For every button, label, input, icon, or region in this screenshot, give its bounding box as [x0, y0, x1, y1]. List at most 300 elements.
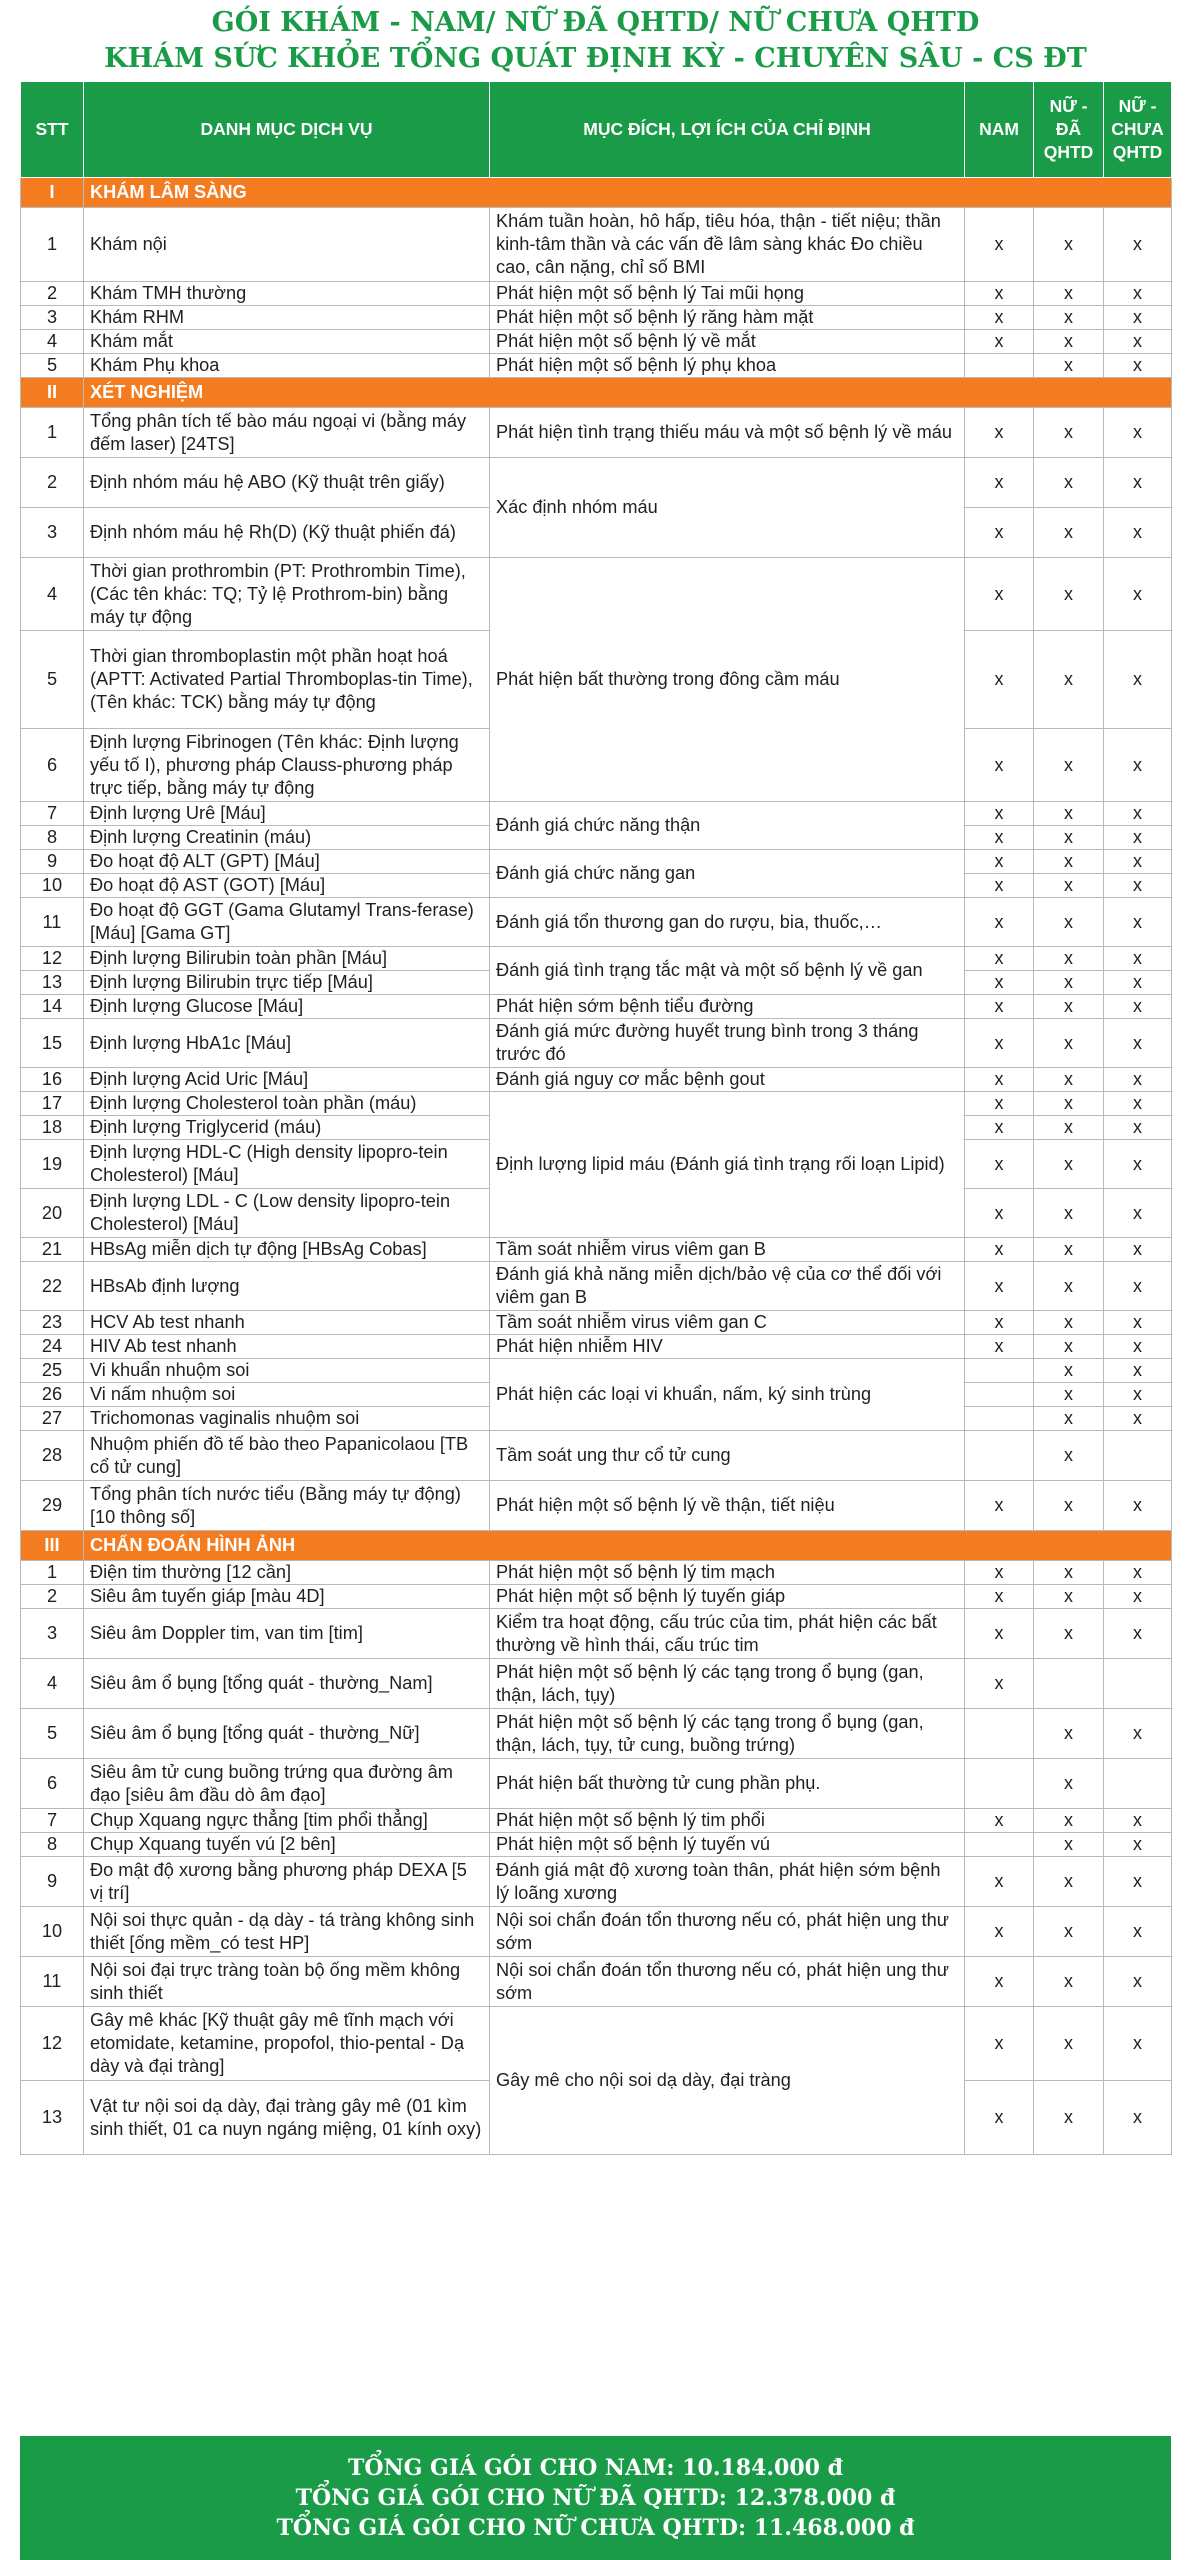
row-mark-male: x — [965, 1019, 1034, 1068]
row-purpose: Gây mê cho nội soi dạ dày, đại tràng — [490, 2007, 965, 2155]
row-mark-male — [965, 1833, 1034, 1857]
row-mark-male — [965, 1759, 1034, 1809]
row-service-name: Trichomonas vaginalis nhuộm soi — [84, 1407, 490, 1431]
row-mark-female-married — [1034, 1659, 1104, 1709]
row-service-name: HBsAb định lượng — [84, 1262, 490, 1311]
row-service-name: Siêu âm Doppler tim, van tim [tim] — [84, 1609, 490, 1659]
row-stt: 1 — [21, 208, 84, 282]
row-mark-female-single: x — [1104, 1407, 1172, 1431]
section-header-row — [21, 1531, 1172, 1561]
row-mark-female-single: x — [1104, 802, 1172, 826]
section-header-row — [21, 178, 1172, 208]
row-stt: 10 — [21, 1907, 84, 1957]
row-service-name: Gây mê khác [Kỹ thuật gây mê tĩnh mạch với etomidate, ketamine, propofol, thio-pental - Dạ dày và đại tràng] — [84, 2007, 490, 2081]
row-service-name: Định lượng Cholesterol toàn phần (máu) — [84, 1092, 490, 1116]
row-mark-female-single: x — [1104, 306, 1172, 330]
row-mark-female-married: x — [1034, 408, 1104, 458]
row-mark-female-married: x — [1034, 1907, 1104, 1957]
row-mark-female-married: x — [1034, 1140, 1104, 1189]
section-title: XÉT NGHIỆM — [84, 378, 1172, 408]
row-mark-male — [965, 1359, 1034, 1383]
row-stt: 21 — [21, 1238, 84, 1262]
title-line-2: KHÁM SỨC KHỎE TỔNG QUÁT ĐỊNH KỲ - CHUYÊN SÂU - CS ĐT — [104, 43, 1087, 74]
row-purpose: Phát hiện tình trạng thiếu máu và một số bệnh lý về máu — [490, 408, 965, 458]
row-stt: 2 — [21, 458, 84, 508]
row-mark-male: x — [965, 1092, 1034, 1116]
row-mark-female-married: x — [1034, 208, 1104, 282]
table-row — [21, 898, 1172, 947]
row-purpose: Đánh giá mật độ xương toàn thân, phát hiện sớm bệnh lý loãng xương — [490, 1857, 965, 1907]
row-service-name: Chụp Xquang ngực thẳng [tim phổi thẳng] — [84, 1809, 490, 1833]
row-service-name: Khám Phụ khoa — [84, 354, 490, 378]
row-mark-female-single: x — [1104, 1609, 1172, 1659]
row-service-name: Định lượng HbA1c [Máu] — [84, 1019, 490, 1068]
row-mark-female-married: x — [1034, 1431, 1104, 1481]
table-row — [21, 1335, 1172, 1359]
row-mark-male: x — [965, 898, 1034, 947]
row-mark-female-married: x — [1034, 1383, 1104, 1407]
row-mark-female-single: x — [1104, 1957, 1172, 2007]
price-footer — [20, 2436, 1171, 2560]
row-mark-female-married: x — [1034, 1116, 1104, 1140]
table-row — [21, 1759, 1172, 1809]
row-mark-female-single: x — [1104, 1907, 1172, 1957]
row-mark-female-single: x — [1104, 1092, 1172, 1116]
row-purpose: Đánh giá chức năng thận — [490, 802, 965, 850]
row-mark-female-single: x — [1104, 826, 1172, 850]
row-stt: 5 — [21, 1709, 84, 1759]
row-service-name: Tổng phân tích tế bào máu ngoại vi (bằng máy đếm laser) [24TS] — [84, 408, 490, 458]
row-service-name: Định lượng Fibrinogen (Tên khác: Định lượng yếu tố I), phương pháp Clauss-phương pháp trực tiếp, bằng máy tự động — [84, 729, 490, 802]
row-service-name: Định lượng Bilirubin toàn phần [Máu] — [84, 947, 490, 971]
row-mark-male: x — [965, 1116, 1034, 1140]
table-row — [21, 1957, 1172, 2007]
row-mark-female-single: x — [1104, 1262, 1172, 1311]
table-row — [21, 558, 1172, 631]
row-mark-female-single: x — [1104, 1189, 1172, 1238]
table-row — [21, 208, 1172, 282]
table-row — [21, 354, 1172, 378]
row-stt: 8 — [21, 826, 84, 850]
row-service-name: Đo mật độ xương bằng phương pháp DEXA [5 vị trí] — [84, 1857, 490, 1907]
section-number: III — [21, 1531, 84, 1561]
row-stt: 9 — [21, 1857, 84, 1907]
row-mark-female-married: x — [1034, 1407, 1104, 1431]
price-female-single: TỔNG GIÁ GÓI CHO NỮ CHƯA QHTD: 11.468.000 đ — [276, 2515, 915, 2541]
header-service: DANH MỤC DỊCH VỤ — [84, 82, 490, 178]
row-mark-male: x — [965, 1238, 1034, 1262]
row-stt: 9 — [21, 850, 84, 874]
row-mark-female-single: x — [1104, 1311, 1172, 1335]
row-mark-male — [965, 1709, 1034, 1759]
row-service-name: Siêu âm tuyến giáp [màu 4D] — [84, 1585, 490, 1609]
row-mark-female-married: x — [1034, 1561, 1104, 1585]
row-stt: 4 — [21, 330, 84, 354]
row-mark-female-single: x — [1104, 1019, 1172, 1068]
row-stt: 13 — [21, 971, 84, 995]
row-mark-female-married: x — [1034, 458, 1104, 508]
row-service-name: Điện tim thường [12 cần] — [84, 1561, 490, 1585]
row-stt: 7 — [21, 802, 84, 826]
row-purpose: Đánh giá nguy cơ mắc bệnh gout — [490, 1068, 965, 1092]
row-mark-female-single: x — [1104, 971, 1172, 995]
table-row — [21, 1019, 1172, 1068]
row-stt: 11 — [21, 898, 84, 947]
row-mark-female-single: x — [1104, 631, 1172, 729]
row-mark-male: x — [965, 971, 1034, 995]
row-stt: 14 — [21, 995, 84, 1019]
row-service-name: Định lượng Acid Uric [Máu] — [84, 1068, 490, 1092]
row-mark-female-married: x — [1034, 947, 1104, 971]
row-mark-female-single: x — [1104, 898, 1172, 947]
table-row — [21, 1609, 1172, 1659]
row-stt: 1 — [21, 1561, 84, 1585]
row-mark-female-single: x — [1104, 1709, 1172, 1759]
row-stt: 2 — [21, 1585, 84, 1609]
header-stt: STT — [21, 82, 84, 178]
row-purpose: Phát hiện một số bệnh lý các tạng trong ổ bụng (gan, thận, lách, tụy) — [490, 1659, 965, 1709]
row-mark-male: x — [965, 1068, 1034, 1092]
row-mark-female-single: x — [1104, 1857, 1172, 1907]
row-mark-female-single: x — [1104, 995, 1172, 1019]
row-mark-female-married: x — [1034, 1857, 1104, 1907]
row-mark-male: x — [965, 558, 1034, 631]
row-mark-female-single — [1104, 1431, 1172, 1481]
row-mark-male: x — [965, 458, 1034, 508]
row-mark-female-single: x — [1104, 1561, 1172, 1585]
header-female-married: NỮ - ĐÃ QHTD — [1034, 82, 1104, 178]
row-service-name: HCV Ab test nhanh — [84, 1311, 490, 1335]
row-mark-female-married: x — [1034, 1092, 1104, 1116]
row-stt: 22 — [21, 1262, 84, 1311]
row-mark-male: x — [965, 1659, 1034, 1709]
row-stt: 1 — [21, 408, 84, 458]
row-service-name: Tổng phân tích nước tiểu (Bằng máy tự động) [10 thông số] — [84, 1481, 490, 1531]
row-mark-female-married: x — [1034, 1759, 1104, 1809]
row-mark-male: x — [965, 1585, 1034, 1609]
row-service-name: Định lượng Triglycerid (máu) — [84, 1116, 490, 1140]
row-purpose: Đánh giá tổn thương gan do rượu, bia, thuốc,… — [490, 898, 965, 947]
row-mark-female-married: x — [1034, 1609, 1104, 1659]
row-purpose: Phát hiện một số bệnh lý tim mạch — [490, 1561, 965, 1585]
table-row — [21, 947, 1172, 971]
row-mark-male: x — [965, 1561, 1034, 1585]
row-mark-female-married: x — [1034, 2081, 1104, 2155]
row-mark-female-single: x — [1104, 1383, 1172, 1407]
row-service-name: Định lượng Creatinin (máu) — [84, 826, 490, 850]
row-mark-male: x — [965, 729, 1034, 802]
row-purpose: Kiểm tra hoạt động, cấu trúc của tim, phát hiện các bất thường về hình thái, cấu trúc tim — [490, 1609, 965, 1659]
row-mark-male: x — [965, 826, 1034, 850]
row-mark-female-married: x — [1034, 1311, 1104, 1335]
row-mark-female-single: x — [1104, 874, 1172, 898]
row-stt: 27 — [21, 1407, 84, 1431]
row-stt: 26 — [21, 1383, 84, 1407]
section-number: II — [21, 378, 84, 408]
row-mark-male — [965, 1407, 1034, 1431]
row-purpose: Phát hiện một số bệnh lý răng hàm mặt — [490, 306, 965, 330]
row-stt: 13 — [21, 2081, 84, 2155]
row-mark-female-single: x — [1104, 729, 1172, 802]
table-row — [21, 1431, 1172, 1481]
row-service-name: Nội soi thực quản - dạ dày - tá tràng không sinh thiết [ống mềm_có test HP] — [84, 1907, 490, 1957]
row-stt: 10 — [21, 874, 84, 898]
table-row — [21, 850, 1172, 874]
row-mark-male: x — [965, 2081, 1034, 2155]
row-mark-female-single: x — [1104, 850, 1172, 874]
row-mark-male: x — [965, 1857, 1034, 1907]
row-service-name: Khám mắt — [84, 330, 490, 354]
row-service-name: Định lượng LDL - C (Low density lipopro-tein Cholesterol) [Máu] — [84, 1189, 490, 1238]
row-mark-male: x — [965, 1262, 1034, 1311]
row-mark-male — [965, 1431, 1034, 1481]
row-service-name: Vật tư nội soi dạ dày, đại tràng gây mê (01 kìm sinh thiết, 01 ca nuyn ngáng miệng, 01 kính oxy) — [84, 2081, 490, 2155]
row-mark-female-single: x — [1104, 947, 1172, 971]
table-row — [21, 1857, 1172, 1907]
section-title: CHẨN ĐOÁN HÌNH ẢNH — [84, 1531, 1172, 1561]
table-row — [21, 282, 1172, 306]
row-mark-male: x — [965, 631, 1034, 729]
row-mark-male: x — [965, 1481, 1034, 1531]
row-stt: 5 — [21, 631, 84, 729]
row-stt: 12 — [21, 2007, 84, 2081]
row-mark-female-married: x — [1034, 1833, 1104, 1857]
row-stt: 2 — [21, 282, 84, 306]
row-mark-male: x — [965, 1957, 1034, 2007]
row-mark-female-married: x — [1034, 1585, 1104, 1609]
table-row — [21, 306, 1172, 330]
row-service-name: Đo hoạt độ GGT (Gama Glutamyl Trans-ferase) [Máu] [Gama GT] — [84, 898, 490, 947]
row-purpose: Phát hiện một số bệnh lý về mắt — [490, 330, 965, 354]
row-service-name: Đo hoạt độ ALT (GPT) [Máu] — [84, 850, 490, 874]
row-mark-female-single: x — [1104, 458, 1172, 508]
row-purpose: Khám tuần hoàn, hô hấp, tiêu hóa, thận - tiết niệu; thần kinh-tâm thần và các vấn đề lâm sàng khác Đo chiều cao, cân nặng, chỉ số BMI — [490, 208, 965, 282]
row-stt: 24 — [21, 1335, 84, 1359]
row-mark-male: x — [965, 802, 1034, 826]
row-purpose: Phát hiện các loại vi khuẩn, nấm, ký sinh trùng — [490, 1359, 965, 1431]
table-row — [21, 1092, 1172, 1116]
table-row — [21, 1068, 1172, 1092]
row-service-name: Định lượng Urê [Máu] — [84, 802, 490, 826]
row-mark-female-single: x — [1104, 1481, 1172, 1531]
row-mark-male: x — [965, 874, 1034, 898]
row-mark-female-single — [1104, 1659, 1172, 1709]
row-service-name: Thời gian prothrombin (PT: Prothrombin Time), (Các tên khác: TQ; Tỷ lệ Prothrom-bin) bằng máy tự động — [84, 558, 490, 631]
row-mark-female-single: x — [1104, 1116, 1172, 1140]
row-mark-female-married: x — [1034, 1709, 1104, 1759]
row-stt: 29 — [21, 1481, 84, 1531]
row-service-name: Thời gian thromboplastin một phần hoạt hoá (APTT: Activated Partial Thromboplas-tin Time), (Tên khác: TCK) bằng máy tự động — [84, 631, 490, 729]
row-purpose: Phát hiện một số bệnh lý các tạng trong ổ bụng (gan, thận, lách, tụy, tử cung, buồng trứng) — [490, 1709, 965, 1759]
header-female-single: NỮ - CHƯA QHTD — [1104, 82, 1172, 178]
row-stt: 11 — [21, 1957, 84, 2007]
row-stt: 6 — [21, 1759, 84, 1809]
row-service-name: Khám RHM — [84, 306, 490, 330]
row-mark-female-married: x — [1034, 1019, 1104, 1068]
table-row — [21, 1311, 1172, 1335]
row-stt: 17 — [21, 1092, 84, 1116]
row-mark-male: x — [965, 995, 1034, 1019]
row-purpose: Đánh giá chức năng gan — [490, 850, 965, 898]
row-service-name: HIV Ab test nhanh — [84, 1335, 490, 1359]
row-purpose: Tầm soát ung thư cổ tử cung — [490, 1431, 965, 1481]
row-purpose: Phát hiện một số bệnh lý phụ khoa — [490, 354, 965, 378]
row-purpose: Nội soi chẩn đoán tổn thương nếu có, phát hiện ung thư sớm — [490, 1957, 965, 2007]
row-mark-female-married: x — [1034, 2007, 1104, 2081]
table-row — [21, 1561, 1172, 1585]
row-service-name: Định lượng Glucose [Máu] — [84, 995, 490, 1019]
row-stt: 16 — [21, 1068, 84, 1092]
row-purpose: Tầm soát nhiễm virus viêm gan C — [490, 1311, 965, 1335]
row-mark-male: x — [965, 306, 1034, 330]
section-header-row — [21, 378, 1172, 408]
header-male: NAM — [965, 82, 1034, 178]
row-mark-female-married: x — [1034, 282, 1104, 306]
table-row — [21, 995, 1172, 1019]
row-mark-female-single: x — [1104, 508, 1172, 558]
row-service-name: Vi nấm nhuộm soi — [84, 1383, 490, 1407]
table-row — [21, 1238, 1172, 1262]
row-purpose: Phát hiện bất thường trong đông cầm máu — [490, 558, 965, 802]
row-purpose: Nội soi chẩn đoán tổn thương nếu có, phát hiện ung thư sớm — [490, 1907, 965, 1957]
section-number: I — [21, 178, 84, 208]
table-row — [21, 330, 1172, 354]
row-mark-male: x — [965, 508, 1034, 558]
row-mark-female-married: x — [1034, 1189, 1104, 1238]
row-service-name: Định lượng HDL-C (High density lipopro-tein Cholesterol) [Máu] — [84, 1140, 490, 1189]
row-mark-female-married: x — [1034, 1481, 1104, 1531]
row-mark-female-single: x — [1104, 1068, 1172, 1092]
section-title: KHÁM LÂM SÀNG — [84, 178, 1172, 208]
row-mark-male: x — [965, 850, 1034, 874]
table-row — [21, 1262, 1172, 1311]
table-header-row — [21, 82, 1172, 178]
row-mark-male: x — [965, 947, 1034, 971]
row-mark-female-single: x — [1104, 1809, 1172, 1833]
row-mark-female-married: x — [1034, 330, 1104, 354]
row-purpose: Đánh giá mức đường huyết trung bình trong 3 tháng trước đó — [490, 1019, 965, 1068]
row-purpose: Phát hiện một số bệnh lý Tai mũi họng — [490, 282, 965, 306]
row-mark-female-married: x — [1034, 729, 1104, 802]
row-service-name: Chụp Xquang tuyến vú [2 bên] — [84, 1833, 490, 1857]
table-row — [21, 408, 1172, 458]
table-row — [21, 1809, 1172, 1833]
row-mark-male: x — [965, 208, 1034, 282]
row-mark-male: x — [965, 1140, 1034, 1189]
row-mark-female-married: x — [1034, 354, 1104, 378]
row-service-name: Định lượng Bilirubin trực tiếp [Máu] — [84, 971, 490, 995]
row-mark-male: x — [965, 1809, 1034, 1833]
row-stt: 4 — [21, 1659, 84, 1709]
row-mark-female-married: x — [1034, 1957, 1104, 2007]
row-mark-male: x — [965, 330, 1034, 354]
table-row — [21, 1833, 1172, 1857]
row-stt: 4 — [21, 558, 84, 631]
row-mark-female-single — [1104, 1759, 1172, 1809]
table-row — [21, 1585, 1172, 1609]
row-stt: 20 — [21, 1189, 84, 1238]
row-stt: 3 — [21, 508, 84, 558]
row-mark-female-single: x — [1104, 2081, 1172, 2155]
row-service-name: Định nhóm máu hệ ABO (Kỹ thuật trên giấy) — [84, 458, 490, 508]
price-female-married: TỔNG GIÁ GÓI CHO NỮ ĐÃ QHTD: 12.378.000 đ — [295, 2485, 896, 2511]
row-mark-male: x — [965, 1907, 1034, 1957]
row-service-name: Siêu âm tử cung buồng trứng qua đường âm đạo [siêu âm đầu dò âm đạo] — [84, 1759, 490, 1809]
row-service-name: Siêu âm ổ bụng [tổng quát - thường_Nam] — [84, 1659, 490, 1709]
row-service-name: Đo hoạt độ AST (GOT) [Máu] — [84, 874, 490, 898]
row-mark-female-single: x — [1104, 558, 1172, 631]
table-row — [21, 1659, 1172, 1709]
table-row — [21, 458, 1172, 508]
table-row — [21, 2007, 1172, 2081]
row-mark-female-married: x — [1034, 826, 1104, 850]
row-mark-male: x — [965, 408, 1034, 458]
row-mark-female-single: x — [1104, 1238, 1172, 1262]
row-purpose: Phát hiện một số bệnh lý tim phổi — [490, 1809, 965, 1833]
row-mark-female-single: x — [1104, 208, 1172, 282]
price-male: TỔNG GIÁ GÓI CHO NAM: 10.184.000 đ — [347, 2455, 844, 2481]
row-mark-female-married: x — [1034, 306, 1104, 330]
row-mark-female-married: x — [1034, 1359, 1104, 1383]
row-service-name: Siêu âm ổ bụng [tổng quát - thường_Nữ] — [84, 1709, 490, 1759]
row-stt: 18 — [21, 1116, 84, 1140]
row-service-name: HBsAg miễn dịch tự động [HBsAg Cobas] — [84, 1238, 490, 1262]
row-mark-female-single: x — [1104, 1335, 1172, 1359]
table-row — [21, 1709, 1172, 1759]
row-stt: 23 — [21, 1311, 84, 1335]
row-service-name: Định nhóm máu hệ Rh(D) (Kỹ thuật phiến đá) — [84, 508, 490, 558]
row-stt: 12 — [21, 947, 84, 971]
header-purpose: MỤC ĐÍCH, LỢI ÍCH CỦA CHỈ ĐỊNH — [490, 82, 965, 178]
row-purpose: Phát hiện sớm bệnh tiểu đường — [490, 995, 965, 1019]
row-mark-female-married: x — [1034, 1335, 1104, 1359]
row-stt: 15 — [21, 1019, 84, 1068]
row-purpose: Phát hiện một số bệnh lý về thận, tiết niệu — [490, 1481, 965, 1531]
table-row — [21, 1359, 1172, 1383]
row-mark-female-married: x — [1034, 508, 1104, 558]
row-stt: 25 — [21, 1359, 84, 1383]
row-service-name: Nhuộm phiến đồ tế bào theo Papanicolaou [TB cổ tử cung] — [84, 1431, 490, 1481]
title-line-1: GÓI KHÁM - NAM/ NỮ ĐÃ QHTD/ NỮ CHƯA QHTD — [211, 7, 980, 38]
row-mark-female-married: x — [1034, 1809, 1104, 1833]
row-service-name: Vi khuẩn nhuộm soi — [84, 1359, 490, 1383]
row-mark-male: x — [965, 1335, 1034, 1359]
row-purpose: Phát hiện nhiễm HIV — [490, 1335, 965, 1359]
row-stt: 6 — [21, 729, 84, 802]
row-stt: 28 — [21, 1431, 84, 1481]
row-service-name: Khám TMH thường — [84, 282, 490, 306]
row-purpose: Đánh giá tình trạng tắc mật và một số bệnh lý về gan — [490, 947, 965, 995]
row-service-name: Nội soi đại trực tràng toàn bộ ống mềm không sinh thiết — [84, 1957, 490, 2007]
row-stt: 3 — [21, 306, 84, 330]
row-mark-female-married: x — [1034, 1238, 1104, 1262]
row-mark-female-married: x — [1034, 802, 1104, 826]
row-mark-male — [965, 1383, 1034, 1407]
row-mark-female-married: x — [1034, 1262, 1104, 1311]
row-mark-female-married: x — [1034, 995, 1104, 1019]
row-mark-male: x — [965, 2007, 1034, 2081]
row-purpose: Phát hiện một số bệnh lý tuyến giáp — [490, 1585, 965, 1609]
row-mark-female-single: x — [1104, 354, 1172, 378]
row-mark-male: x — [965, 1311, 1034, 1335]
row-mark-female-single: x — [1104, 1140, 1172, 1189]
row-mark-female-married: x — [1034, 874, 1104, 898]
row-stt: 3 — [21, 1609, 84, 1659]
table-row — [21, 802, 1172, 826]
table-row — [21, 1481, 1172, 1531]
row-mark-female-single: x — [1104, 282, 1172, 306]
row-mark-female-single: x — [1104, 1833, 1172, 1857]
